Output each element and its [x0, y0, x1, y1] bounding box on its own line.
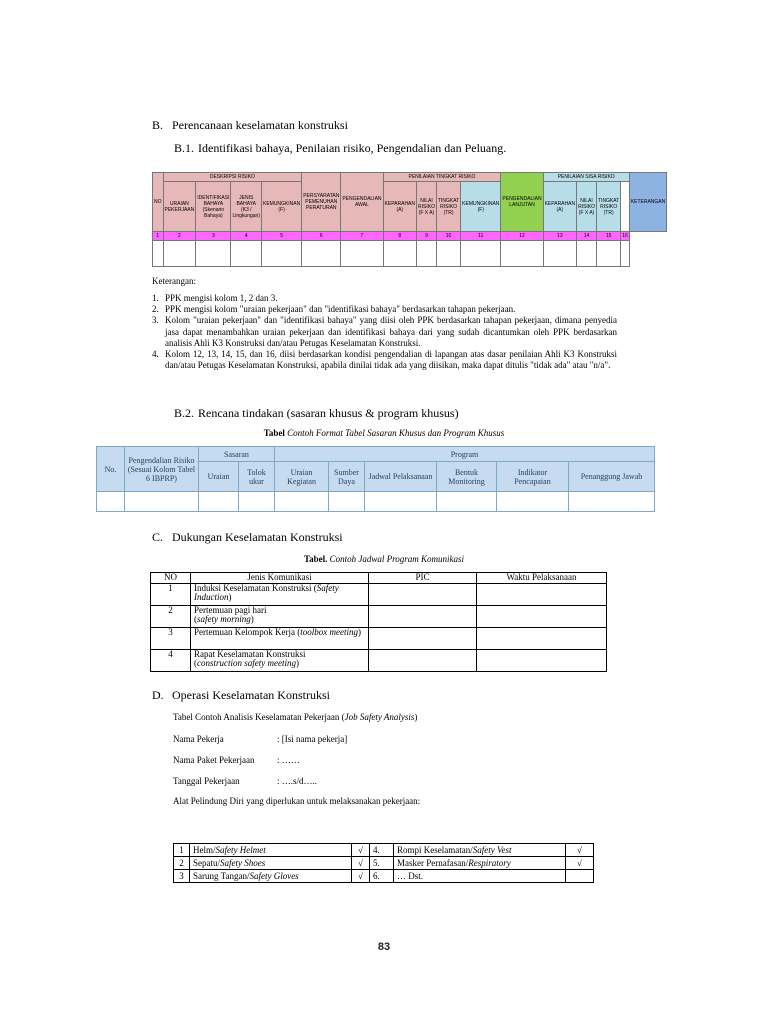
page-number: 83: [377, 941, 391, 953]
col-persyaratan: PERSYARATAN PEMENUHAN PERATURAN: [302, 173, 341, 232]
group-program: Program: [275, 447, 655, 462]
keterangan-heading: Keterangan:: [152, 276, 196, 286]
list-item: 1. PPK mengisi kolom 1, 2 dan 3.: [152, 293, 278, 303]
col-nilai-sisa: NILAI RISIKO (F X A): [577, 182, 597, 232]
field-nama-paket: Nama Paket Pekerjaan : ……: [173, 755, 300, 765]
col-keparahan-sisa: KEPARAHAN (A): [543, 182, 576, 232]
jsa-title: Tabel Contoh Analisis Keselamatan Pekerjaan (Job Safety Analysis): [173, 712, 418, 722]
table-row: 1 Helm/Safety Helmet √ 4. Rompi Keselamatan/Safety Vest √: [174, 844, 594, 857]
table-row: 4 Rapat Keselamatan Konstruksi (construction safety meeting): [151, 650, 607, 672]
col-jenis: Jenis Komunikasi: [191, 573, 369, 584]
list-item: 4. Kolom 12, 13, 14, 15, dan 16, diisi berdasarkan kondisi pengendalian di lapangan atas dasar penilaian Ahli K3 Konstruksi dan/atau Petugas Keselamatan Konstruksi, apabila dinilai tidak ada yang diisikan, maka dapat ditulis "tidak ada" atau "n/a".: [152, 349, 617, 371]
column-number-row: 1 2 3 4 5 6 7 8 9 10 11 12 13 14 15 16: [153, 232, 667, 241]
col-penanggung: Penanggung Jawab: [569, 462, 655, 492]
col-keparahan: KEPARAHAN (A): [383, 182, 416, 232]
col-identifikasi: IDENTIFIKASI BAHAYA (Skenario Bahaya): [196, 182, 231, 232]
table-row: 2 Sepatu/Safety Shoes √ 5. Masker Pernafasan/Respiratory √: [174, 857, 594, 870]
col-keterangan: KETERANGAN: [629, 173, 666, 232]
list-item: 3. Kolom "uraian pekerjaan" dan "identifikasi bahaya" yang diisi oleh PPK berdasarkan tahapan pekerjaan, dimana penyedia jasa dapat menambahkan uraian pekerjaan dan identifikasi bahaya dari yang sudah dicantumkan oleh PPK berdasarkan analisis Ahli K3 Konstruksi dan/atau Petugas Keselamatan Konstruksi.: [152, 315, 617, 348]
check-mark: √: [352, 857, 370, 870]
section-b-heading: B. Perencanaan keselamatan konstruksi: [152, 118, 348, 132]
field-nama-pekerja: Nama Pekerja : [Isi nama pekerja]: [173, 734, 348, 744]
table-row: 3 Sarung Tangan/Safety Gloves √ 6. … Dst.: [174, 870, 594, 883]
table3-caption: Tabel. Contoh Jadwal Program Komunikasi: [303, 554, 465, 564]
col-no: No.: [97, 447, 125, 492]
empty-row: [97, 492, 655, 512]
risk-identification-table: [152, 172, 667, 267]
check-mark: √: [566, 857, 594, 870]
table2-caption: Tabel Contoh Format Tabel Sasaran Khusus dan Program Khusus: [263, 428, 505, 438]
field-tanggal: Tanggal Pekerjaan : ….s/d…..: [173, 776, 318, 786]
col-lanjutan: PENGENDALIAN LANJUTAN: [501, 173, 543, 232]
col-jenis: JENIS BAHAYA (K3 / Lingkungan): [231, 182, 262, 232]
group-penilaian: PENILAIAN TINGKAT RISIKO: [383, 173, 501, 182]
check-mark: √: [352, 844, 370, 857]
section-b2-heading: B.2. Rencana tindakan (sasaran khusus & program khusus): [174, 406, 459, 420]
table-row: 3 Pertemuan Kelompok Kerja (toolbox meeting): [151, 628, 607, 650]
section-d-heading: D. Operasi Keselamatan Konstruksi: [152, 688, 330, 702]
col-pengendalian: Pengendalian Risiko (Sesuai Kolom Tabel 6 IBPRP): [125, 447, 199, 492]
col-indikator: Indikator Pencapaian: [497, 462, 569, 492]
group-sasaran: Sasaran: [199, 447, 275, 462]
col-tolok: Tolok ukur: [239, 462, 275, 492]
col-uraian: Uraian: [199, 462, 239, 492]
section-c-heading: C. Dukungan Keselamatan Konstruksi: [152, 530, 343, 544]
col-pic: PIC: [369, 573, 477, 584]
col-tingkat-sisa: TINGKAT RISIKO (TR): [597, 182, 621, 232]
empty-row: [153, 241, 667, 267]
col-sumber: Sumber Daya: [329, 462, 365, 492]
list-item: 2. PPK mengisi kolom "uraian pekerjaan" dan "identifikasi bahaya" berdasarkan tahapan pekerjaan.: [152, 304, 516, 315]
col-nilai: NILAI RISIKO (F X A): [417, 182, 437, 232]
col-kemungkinan: KEMUNGKINAN (F): [261, 182, 301, 232]
col-bentuk: Bentuk Monitoring: [437, 462, 497, 492]
group-deskripsi: DESKRIPSI RISIKO: [163, 173, 302, 182]
group-sisa: PENILAIAN SISA RISIKO: [543, 173, 629, 182]
col-tingkat: TINGKAT RISIKO (TR): [436, 182, 460, 232]
keterangan-list: [152, 293, 617, 371]
col-uraian-kegiatan: Uraian Kegiatan: [275, 462, 329, 492]
col-pengendalian: PENGENDALIAN AWAL: [341, 173, 383, 232]
table-row: 2 Pertemuan pagi hari (safety morning): [151, 606, 607, 628]
col-waktu: Waktu Pelaksanaan: [477, 573, 607, 584]
program-table: [96, 446, 655, 512]
table-row: 1 Induksi Keselamatan Konstruksi (Safety Induction): [151, 584, 607, 606]
section-b1-heading: B.1. Identifikasi bahaya, Penilaian risiko, Pengendalian dan Peluang.: [174, 141, 507, 155]
check-mark: √: [566, 844, 594, 857]
check-mark: √: [352, 870, 370, 883]
communication-table: [150, 572, 607, 672]
apd-intro: Alat Pelindung Diri yang diperlukan untuk melaksanakan pekerjaan:: [173, 796, 421, 806]
col-kemungkinan-sisa: KEMUNGKINAN (F): [461, 182, 501, 232]
col-jadwal: Jadwal Pelaksanaan: [365, 462, 437, 492]
col-no: NO: [153, 173, 164, 232]
col-uraian: URAIAN PEKERJAAN: [163, 182, 196, 232]
apd-table: [173, 843, 594, 883]
col-no: NO: [151, 573, 191, 584]
